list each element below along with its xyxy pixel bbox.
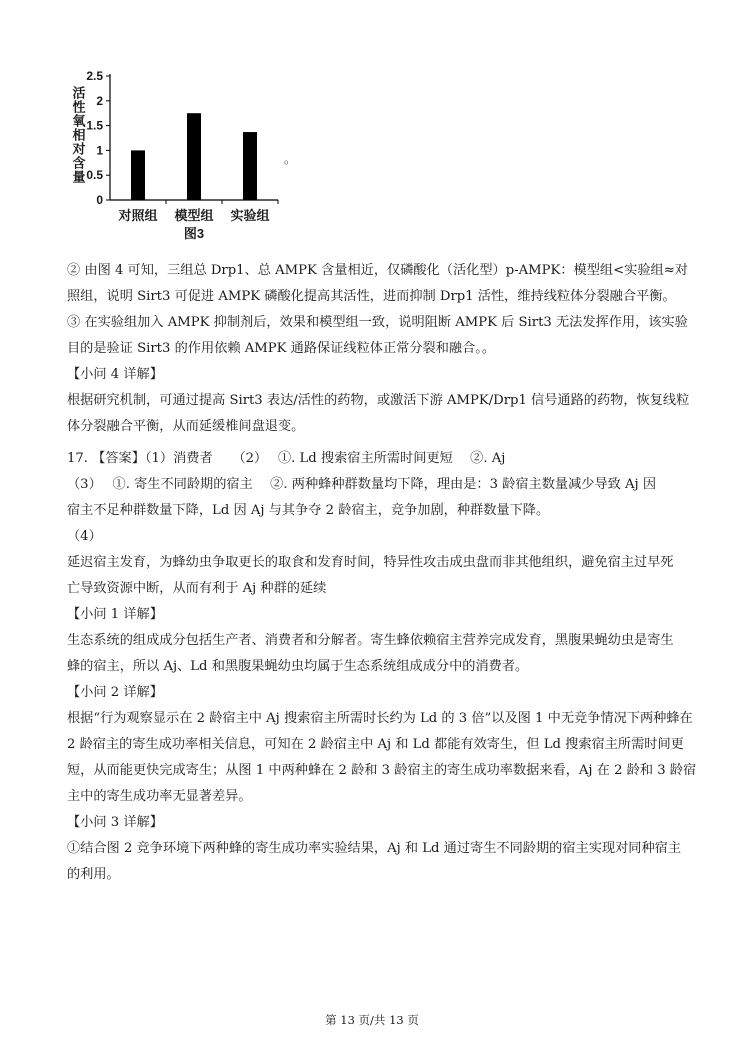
para-line: 体分裂融合平衡，从而延缓椎间盘退变。 — [67, 419, 305, 434]
para-line: 蜂的宿主，所以 Aj、Ld 和黑腹果蝇幼虫均属于生态系统组成成分中的消费者。 — [67, 659, 529, 674]
y-axis-label: 活性氧相对含量 — [70, 86, 86, 184]
bar-chart — [66, 62, 296, 244]
page-footer: 第 13 页/共 13 页 — [325, 1013, 419, 1027]
para-line: 的利用。 — [67, 867, 120, 882]
bar — [243, 132, 257, 200]
para-line: 照组，说明 Sirt3 可促进 AMPK 磷酸化提高其活性，进而抑制 Drp1 活性，维持线粒体分裂融合平衡。 — [67, 289, 676, 304]
chart-suffix: 。 — [284, 152, 297, 166]
bar — [187, 113, 201, 200]
answer-content — [67, 258, 697, 888]
y-tick-label: 0.5 — [86, 168, 103, 183]
para-line: ② 由图 4 可知，三组总 Drp1、总 AMPK 含量相近，仅磷酸化（活化型）p-AMPK：模型组<实验组≈对 — [67, 263, 688, 278]
bar-chart-figure-3 — [66, 62, 296, 244]
para-line: 2 龄宿主的寄生成功率相关信息，可知在 2 龄宿主中 Aj 和 Ld 都能有效寄生，但 Ld 搜索宿主所需时间更 — [67, 737, 684, 752]
y-tick-label: 2 — [96, 93, 103, 108]
para-line: 根据研究机制，可通过提高 Sirt3 表达/活性的药物，或激活下游 AMPK/Drp1 信号通路的药物，恢复线粒 — [67, 393, 690, 408]
para-line: 目的是验证 Sirt3 的作用依赖 AMPK 通路保证线粒体正常分裂和融合。。 — [67, 341, 496, 356]
y-tick-label: 0 — [96, 193, 103, 207]
para-line: 根据“行为观察显示在 2 龄宿主中 Aj 搜索宿主所需时长约为 Ld 的 3 倍”以及图 1 中无竞争情况下两种蜂在 — [67, 711, 693, 726]
x-tick-label: 对照组 — [118, 208, 158, 223]
answer-line: （4） — [67, 529, 102, 544]
section-heading: 【小问 4 详解】 — [67, 367, 163, 382]
section-heading: 【小问 2 详解】 — [67, 685, 163, 700]
y-tick-label: 1.5 — [86, 118, 103, 133]
chart-caption: 图3 — [183, 226, 205, 241]
answer-line: （3） ①. 寄生不同龄期的宿主 ②. 两种蜂种群数量均下降，理由是：3 龄宿主数量减少导致 Aj 因 — [67, 477, 657, 492]
para-line: 生态系统的组成成分包括生产者、消费者和分解者。寄生蜂依赖宿主营养完成发育，黑腹果蝇幼虫是寄生 — [67, 633, 674, 648]
section-heading: 【小问 1 详解】 — [67, 607, 163, 622]
bar — [131, 150, 145, 200]
answer-line: 亡导致资源中断，从而有利于 Aj 种群的延续 — [67, 581, 327, 596]
x-tick-label: 实验组 — [230, 208, 270, 223]
y-tick-label: 2.5 — [86, 69, 103, 83]
answer-line: 延迟宿主发育，为蜂幼虫争取更长的取食和发育时间，特异性攻击成虫盘而非其他组织，避免宿主过早死 — [67, 555, 674, 570]
section-heading: 【小问 3 详解】 — [67, 815, 163, 830]
para-line: 主中的寄生成功率无显著差异。 — [67, 789, 252, 804]
para-line: 短，从而能更快完成寄生；从图 1 中两种蜂在 2 龄和 3 龄宿主的寄生成功率数据来看，Aj 在 2 龄和 3 龄宿 — [67, 763, 697, 778]
x-tick-label: 模型组 — [174, 208, 214, 223]
y-tick-label: 1 — [96, 143, 103, 158]
answer-line: 宿主不足种群数量下降，Ld 因 Aj 与其争夺 2 龄宿主，竞争加剧，种群数量下降。 — [67, 503, 550, 518]
para-line: ①结合图 2 竞争环境下两种蜂的寄生成功率实验结果，Aj 和 Ld 通过寄生不同龄期的宿主实现对同种宿主 — [67, 841, 682, 856]
answer-line: 17. 【答案】（1）消费者 （2） ①. Ld 搜索宿主所需时间更短 ②. Aj — [67, 451, 506, 466]
para-line: ③ 在实验组加入 AMPK 抑制剂后，效果和模型组一致，说明阻断 AMPK 后 Sirt3 无法发挥作用，该实验 — [67, 315, 688, 330]
